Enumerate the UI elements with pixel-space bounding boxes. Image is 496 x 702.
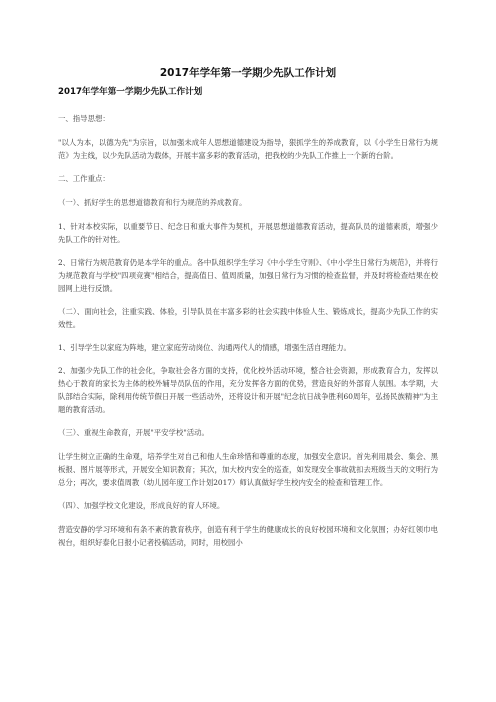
paragraph-2-1: 1、引导学生以家庭为阵地，建立家庭劳动岗位、沟通两代人的情感，增强生活自理能力。 — [58, 343, 351, 352]
paragraph-1-2: 2、日常行为规范教育仍是本学年的重点。各中队组织学生学习《中小学生守则》、《中小学生日常行为规范》，并将行为规范教育与学校"四项竞赛"相结合，提高值日、值周质量，加强日常行为习惯的检查监督，并及时将检查结果在校园网上进行反馈。 — [58, 258, 438, 293]
subsection-heading-4: （四）、加强学校文化建设，形成良好的育人环境。 — [58, 501, 225, 510]
paragraph-4: 营造安静的学习环境和有条不紊的教育秩序，创造有利于学生的健康成长的良好校园环境和文化氛围；办好红领巾电视台，组织好泰化日报小记者投稿活动，同时，用校园小 — [58, 525, 438, 547]
document-subtitle: 2017年学年第一学期少先队工作计划 — [58, 87, 203, 97]
subsection-heading-1: （一）、抓好学生的思想道德教育和行为规范的养成教育。 — [58, 198, 247, 207]
subsection-heading-3: （三）、重视生命教育，开展"平安学校"活动。 — [58, 428, 209, 437]
section-heading-guiding-ideology: 一、指导思想： — [58, 114, 110, 123]
subsection-heading-2: （二）、面向社会，注重实践、体验，引导队员在丰富多彩的社会实践中体验人生、锻炼成长，提高少先队工作的实效性。 — [58, 307, 438, 329]
paragraph-1-1: 1、针对本校实际，以重要节日、纪念日和重大事件为契机，开展思想道德教育活动，提高队员的道德素质，增强少先队工作的针对性。 — [58, 222, 438, 244]
paragraph-guiding-ideology: "以人为本，以德为先"为宗旨，以加强未成年人思想道德建设为指导，狠抓学生的养成教育，以《小学生日常行为规范》为主线，以少先队活动为载体，开展丰富多彩的教育活动，把我校的少先队工作推上一个新的台阶。 — [58, 138, 438, 160]
paragraph-3: 让学生树立正确的生命观，培养学生对自己和他人生命珍惜和尊重的态度，加强安全意识。首先利用晨会、集会、黑板报、图片展等形式，开展安全知识教育；其次，加大校内安全的巡查，如发现安全事故就扣去班级当天的文明行为总分；再次，要求值周教（幼儿园年度工作计划2017）师认真做好学生校内安全的检查和管理工作。 — [58, 452, 438, 487]
document-title: 2017年学年第一学期少先队工作计划 — [159, 67, 337, 79]
paragraph-2-2: 2、加强少先队工作的社会化，争取社会各方面的支持，优化校外活动环境，整合社会资源，形成教育合力，发挥以热心于教育的家长为主体的校外辅导员队伍的作用，充分发挥各方面的优势，营造良好的外部育人氛围。本学期，大队部结合实际，除利用传统节假日开展一些活动外，还将设计和开展"纪念抗日战争胜利60周年，弘扬民族精神"为主题的教育活动。 — [58, 366, 438, 414]
section-heading-work-focus: 二、工作重点： — [58, 174, 110, 183]
